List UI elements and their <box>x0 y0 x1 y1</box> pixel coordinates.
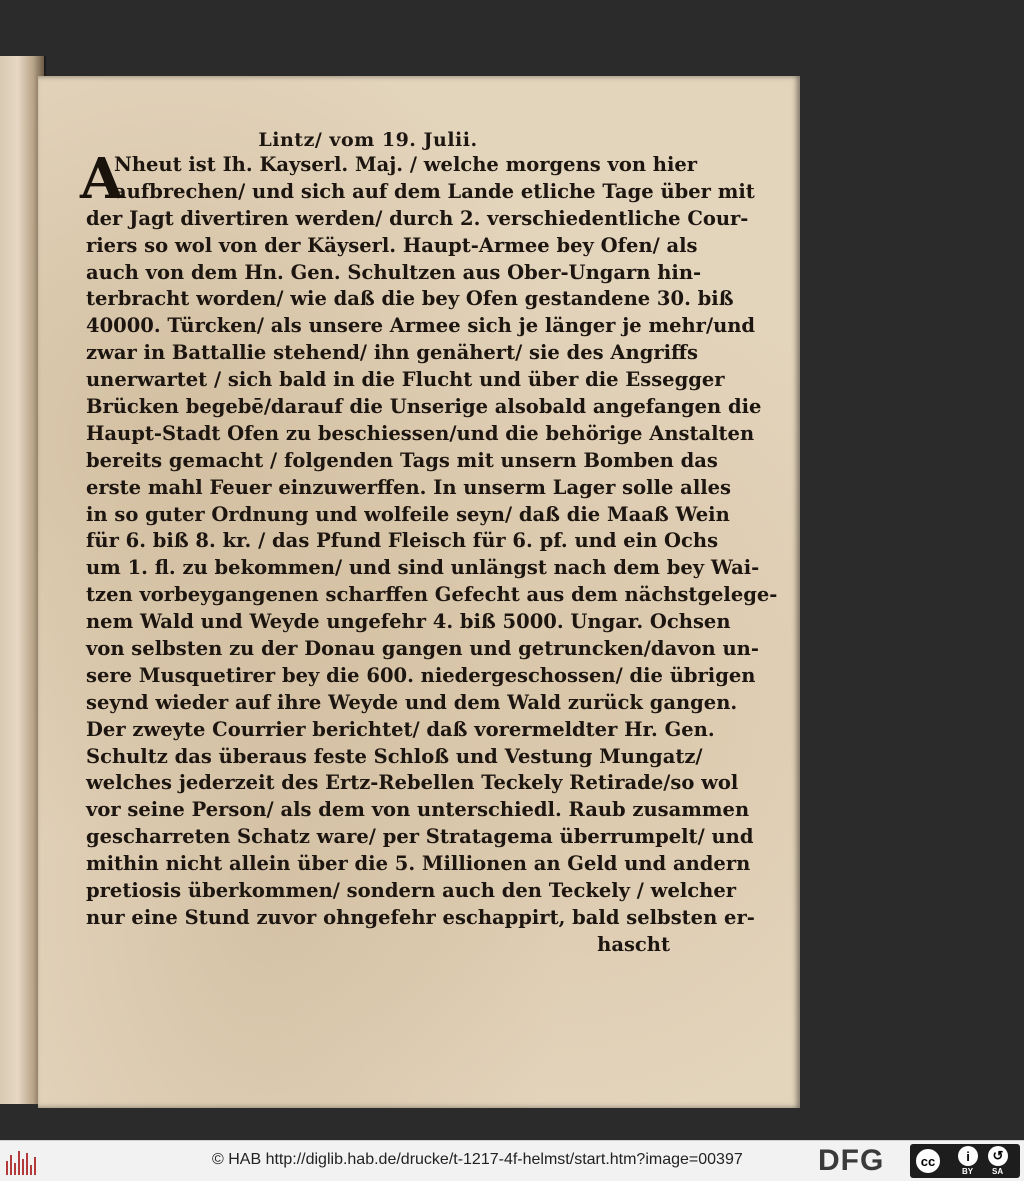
drop-capital: A <box>80 146 124 212</box>
text-line: Brücken begebē/darauf die Unserige alsobald angefangen die <box>86 395 762 419</box>
text-line: von selbsten zu der Donau gangen und getruncken/davon un- <box>86 637 759 661</box>
text-block <box>80 128 778 958</box>
dfg-logo[interactable]: DFG <box>818 1144 885 1177</box>
text-line: mithin nicht allein über die 5. Millionen an Geld und andern <box>86 852 751 876</box>
sa-label: SA <box>992 1167 1004 1176</box>
text-line: der Jagt divertiren werden/ durch 2. verschiedentliche Cour- <box>86 206 749 230</box>
text-line: Haupt-Stadt Ofen zu beschiessen/und die behörige Anstalten <box>86 421 755 445</box>
page-heading: Lintz/ vom 19. Julii. <box>258 129 478 151</box>
cc-license-badge[interactable] <box>910 1144 1020 1178</box>
text-line: vor seine Person/ als dem von unterschiedl. Raub zusammen <box>86 798 750 822</box>
library-logo-icon <box>6 1147 36 1175</box>
text-line: gescharreten Schatz ware/ per Stratagema überrumpelt/ und <box>86 825 754 849</box>
person-icon: i <box>958 1146 978 1166</box>
text-line: um 1. fl. zu bekommen/ und sind unlängst nach dem bey Wai- <box>86 556 760 580</box>
text-line: sere Musquetirer bey die 600. niedergeschossen/ die übrigen <box>86 663 756 687</box>
footer-bar <box>0 1140 1024 1181</box>
text-line: pretiosis überkommen/ sondern auch den Teckely / welcher <box>86 879 737 903</box>
text-line: Der zweyte Courrier berichtet/ daß vorermeldter Hr. Gen. <box>86 717 715 741</box>
text-line: Schultz das überaus feste Schloß und Vestung Mungatz/ <box>86 744 703 768</box>
catchword: hascht <box>597 932 670 956</box>
text-line: erste mahl Feuer einzuwerffen. In unserm Lager solle alles <box>86 475 732 499</box>
share-alike-icon: ↺ <box>988 1146 1008 1166</box>
text-line: Nheut ist Ih. Kayserl. Maj. / welche morgens von hier <box>114 153 698 176</box>
text-line: bereits gemacht / folgenden Tags mit unsern Bomben das <box>86 448 718 472</box>
cc-icon: cc <box>914 1147 942 1175</box>
copyright-link[interactable]: © HAB http://diglib.hab.de/drucke/t-1217-4f-helmst/start.htm?image=00397 <box>212 1151 743 1168</box>
text-line: riers so wol von der Käyserl. Haupt-Armee bey Ofen/ als <box>86 233 698 257</box>
text-line: zwar in Battallie stehend/ ihn genähert/ sie des Angriffs <box>86 341 698 365</box>
body-text <box>80 146 778 932</box>
text-line: terbracht worden/ wie daß die bey Ofen gestandene 30. biß <box>86 287 734 311</box>
text-line: tzen vorbeygangenen scharffen Gefecht aus dem nächstgelege- <box>86 583 778 607</box>
text-line: welches jederzeit des Ertz-Rebellen Teckely Retirade/so wol <box>86 771 739 795</box>
text-line: nem Wald und Weyde ungefehr 4. biß 5000. Ungar. Ochsen <box>86 610 731 634</box>
text-line: seynd wieder auf ihre Weyde und dem Wald zurück gangen. <box>86 690 738 714</box>
text-line: in so guter Ordnung und wolfeile seyn/ daß die Maaß Wein <box>86 502 730 526</box>
text-line: auch von dem Hn. Gen. Schultzen aus Ober-Ungarn hin- <box>86 260 702 284</box>
text-line: für 6. biß 8. kr. / das Pfund Fleisch für 6. pf. und ein Ochs <box>86 529 719 553</box>
text-line: 40000. Türcken/ als unsere Armee sich je länger je mehr/und <box>86 314 756 338</box>
by-label: BY <box>962 1167 974 1176</box>
text-line: unerwartet / sich bald in die Flucht und über die Essegger <box>86 368 725 392</box>
text-line: aufbrechen/ und sich auf dem Lande etliche Tage über mit <box>114 179 755 203</box>
text-line: nur eine Stund zuvor ohngefehr eschappirt, bald selbsten er- <box>86 905 755 929</box>
